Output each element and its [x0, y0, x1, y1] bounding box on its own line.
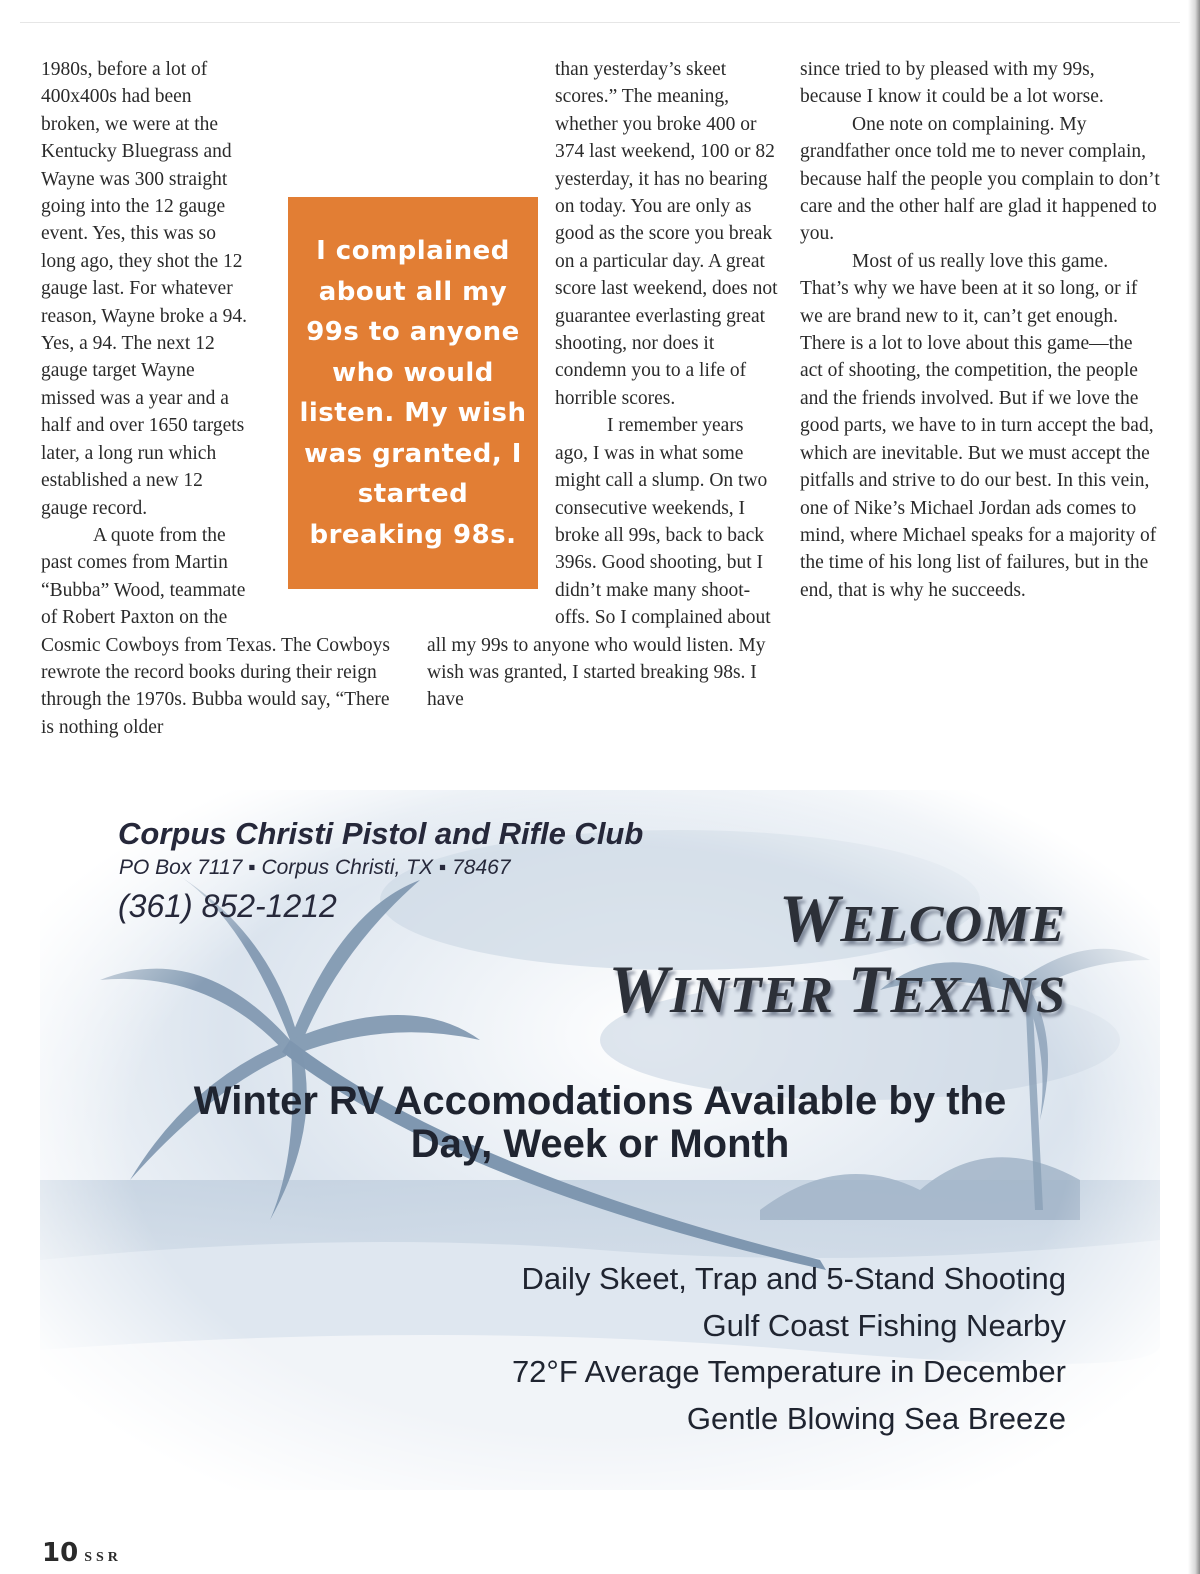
page-folio — [42, 1538, 122, 1568]
advertisement — [40, 790, 1160, 1490]
feature-item: Gulf Coast Fishing Nearby — [702, 1307, 1066, 1343]
page-edge — [1188, 0, 1200, 1574]
col2-paragraph-1: than yesterday’s skeet scores.” The meaning, whether you broke 400 or 374 last weekend, 100 or 82 yesterday, it has no bearing on today. You are only as good as the score you break on a particular day. A great score last weekend, does not guarantee everlasting great shooting, nor does it condemn you to a life of horrible scores. — [555, 59, 778, 409]
col2-paragraph-2: I remember years ago, I was in what some might call a slump. On two consecutive weekends, I broke all 99s, back to back 396s. Good shooting, but I didn’t make many shoot-offs. So I complained about all my 99s to anyone who would listen. My wish was granted, I started breaking 98s. I have — [427, 415, 771, 711]
page-number: 10 — [42, 1538, 79, 1568]
magazine-name: SSR — [84, 1550, 122, 1565]
top-rule — [20, 22, 1180, 23]
col3-paragraph-2: One note on complaining. My grandfather once told me to never complain, because half the people you complain to don’t care and the other half are glad it happened to you. — [800, 113, 1160, 245]
pull-quote — [288, 197, 538, 589]
headline-line-2: Day, Week or Month — [410, 1122, 790, 1166]
col3-paragraph-1: since tried to by pleased with my 99s, because I know it could be a lot worse. — [800, 59, 1104, 108]
welcome-line-2: WINTER TEXANS — [608, 951, 1066, 1027]
pull-quote-text: I complained about all my 99s to anyone who would listen. My wish was granted, I started breaking 98s. — [299, 236, 527, 550]
club-address: PO Box 7117 ▪ Corpus Christi, TX ▪ 78467 — [119, 856, 511, 879]
article-column-3 — [800, 56, 1160, 756]
feature-item: 72°F Average Temperature in December — [511, 1354, 1066, 1389]
rv-accommodations-headline — [110, 1080, 1090, 1166]
club-name: Corpus Christi Pistol and Rifle Club — [118, 816, 644, 851]
col3-paragraph-3: Most of us really love this game. That’s why we have been at it so long, or if we are brand new to it, can’t get enough. There is a lot to love about this game—the act of shooting, the competition, the people and the friends involved. But if we love the good parts, we have to in turn accept the bad, which are inevitable. But we must accept the pitfalls and strive to do our best. In this vein, one of Nike’s Michael Jordan ads comes to mind, where Michael speaks for a majority of the time of his long list of failures, but in the end, that is why he succeeds. — [800, 250, 1157, 601]
welcome-winter-texans-heading — [608, 880, 1066, 1028]
col1-paragraph-1: 1980s, before a lot of 400x400s had been broken, we were at the Kentucky Bluegrass and Wayne was 300 straight going into the 12 gauge event. Yes, this was so long ago, they shot the 12 gauge last. For whatever reason, Wayne broke a 94. Yes, a 94. The next 12 gauge target Wayne missed was a year and a half and over 1650 targets later, a long run which established a new 12 gauge record. — [41, 59, 247, 519]
club-phone: (361) 852-1212 — [118, 888, 337, 924]
feature-item: Gentle Blowing Sea Breeze — [686, 1400, 1066, 1436]
col1-paragraph-2: A quote from the past comes from Martin “Bubba” Wood, teammate of Robert Paxton on the Cosmic Cowboys from Texas. The Cowboys rewrote the record books during their reign through the 1970s. Bubba would say, “There is nothing older — [41, 524, 390, 738]
welcome-line-1: WELCOME — [778, 880, 1066, 956]
feature-list — [512, 1256, 1066, 1442]
headline-line-1: Winter RV Accomodations Available by the — [193, 1079, 1007, 1123]
feature-item: Daily Skeet, Trap and 5-Stand Shooting — [521, 1261, 1066, 1296]
